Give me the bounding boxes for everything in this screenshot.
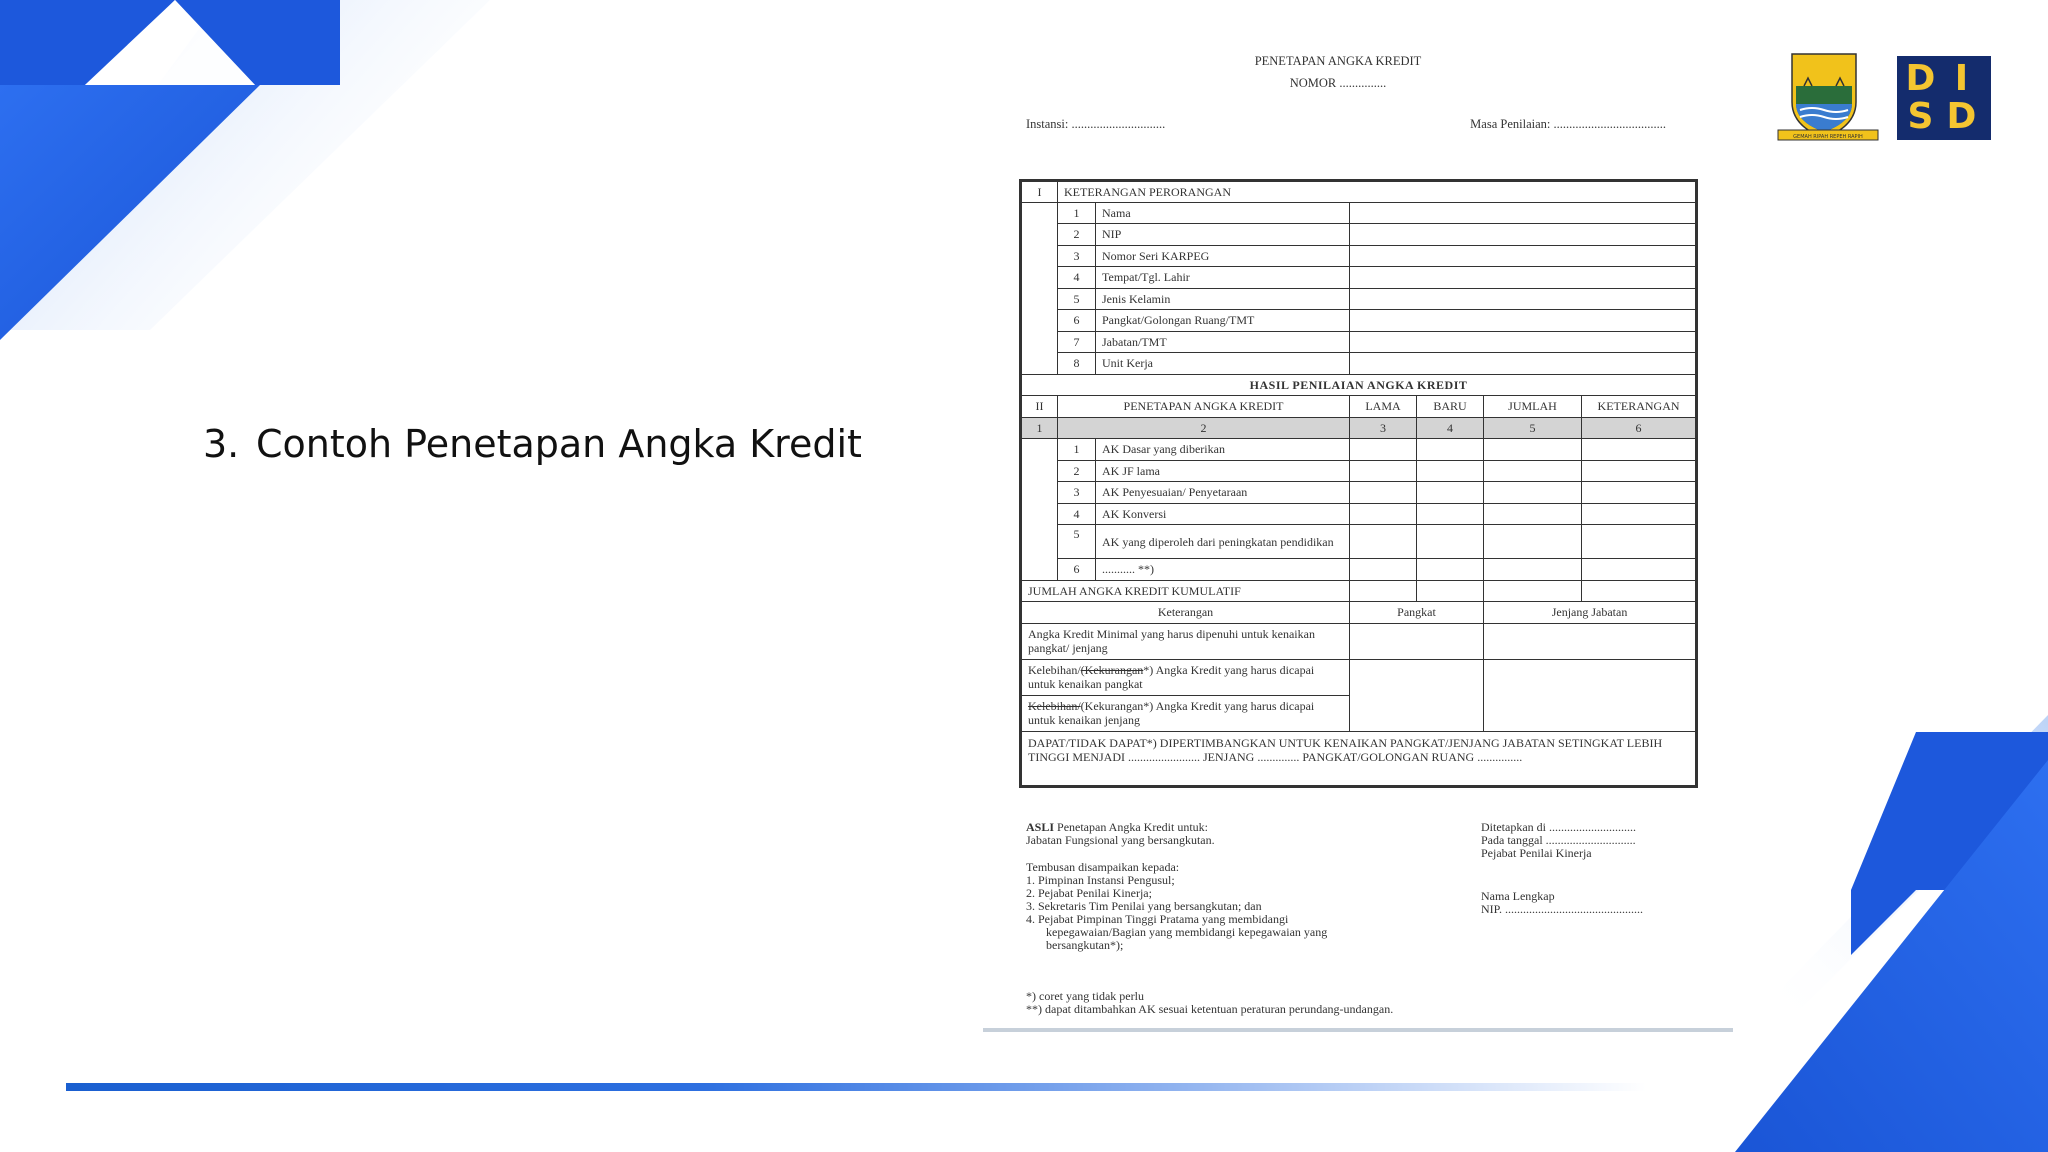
instansi-field: Instansi: .............................. [1026,117,1166,131]
table-row [1021,659,1697,695]
table-cell: 3 [1058,245,1096,267]
column-number-row [1021,417,1697,439]
table-row [1021,623,1697,659]
document-nomor: NOMOR ............... [1289,76,1387,90]
table-cell: ........... **) [1096,559,1350,581]
table-row [1021,460,1697,482]
table-cell [1582,460,1697,482]
dapat-row [1021,731,1697,786]
table-cell: Nomor Seri KARPEG [1096,245,1350,267]
table-cell: Kelebihan/(Kekurangan*) Angka Kredit yang harus dicapai untuk kenaikan pangkat [1021,659,1350,695]
logo-letter: D [1946,96,1983,137]
table-cell: BARU [1417,396,1484,418]
table-cell: 2 [1058,417,1350,439]
table-cell [1350,482,1417,504]
table-cell [1417,460,1484,482]
table-cell: 6 [1058,559,1096,581]
table-cell: DAPAT/TIDAK DAPAT*) DIPERTIMBANGKAN UNTUK KENAIKAN PANGKAT/JENJANG JABATAN SETINGKAT LEBIH TINGGI MENJADI ........................ JENJANG .............. PANGKAT/GOLONGAN RUANG ............... [1021,731,1697,786]
table-row [1021,503,1697,525]
table-row [1021,353,1697,375]
table-cell: 4 [1417,417,1484,439]
document-header-row [1026,117,1666,132]
penetapan-table [1019,179,1698,788]
section2-header [1021,396,1697,418]
table-cell [1021,503,1058,525]
table-cell: JUMLAH [1484,396,1582,418]
table-cell: AK Konversi [1096,503,1350,525]
table-cell [1350,439,1417,461]
table-cell: KETERANGAN PERORANGAN [1058,181,1697,203]
table-cell: JUMLAH ANGKA KREDIT KUMULATIF [1021,580,1350,602]
table-cell [1350,288,1697,310]
table-cell: 2 [1058,224,1096,246]
table-cell [1350,580,1417,602]
table-cell: Angka Kredit Minimal yang harus dipenuhi untuk kenaikan pangkat/ jenjang [1021,623,1350,659]
table-cell: KETERANGAN [1582,396,1697,418]
table-cell [1484,623,1697,659]
table-cell: Nama [1096,202,1350,224]
table-cell [1417,439,1484,461]
table-cell [1021,288,1058,310]
table-cell: LAMA [1350,396,1417,418]
table-cell [1417,559,1484,581]
table-cell [1484,503,1582,525]
table-cell [1484,559,1582,581]
city-crest-icon [1774,52,1882,144]
table-cell: 1 [1058,439,1096,461]
table-cell [1484,460,1582,482]
table-cell [1021,245,1058,267]
hasil-title: HASIL PENILAIAN ANGKA KREDIT [1021,374,1697,396]
table-cell: AK JF lama [1096,460,1350,482]
document-title: PENETAPAN ANGKA KREDIT [1254,54,1422,68]
table-cell: Pangkat/Golongan Ruang/TMT [1096,310,1350,332]
point-number: 3. [203,422,240,466]
table-cell [1484,525,1582,559]
table-cell: AK Dasar yang diberikan [1096,439,1350,461]
table-cell: Unit Kerja [1096,353,1350,375]
table-cell [1350,525,1417,559]
table-cell [1350,331,1697,353]
table-cell: Jabatan/TMT [1096,331,1350,353]
logo-letter: S [1907,96,1940,137]
table-cell [1484,580,1582,602]
table-cell [1582,503,1697,525]
table-cell [1021,460,1058,482]
table-cell [1021,267,1058,289]
table-cell [1350,224,1697,246]
table-cell [1350,623,1484,659]
table-cell [1021,310,1058,332]
table-cell: 5 [1058,288,1096,310]
table-cell: 5 [1058,525,1096,559]
table-cell [1350,202,1697,224]
table-cell: I [1021,181,1058,203]
table-cell: 8 [1058,353,1096,375]
table-row [1021,202,1697,224]
disdik-logo [1897,56,1991,140]
svg-text:GEMAH RIPAH REPEH RAPIH: GEMAH RIPAH REPEH RAPIH [1793,134,1863,140]
table-cell: Jenis Kelamin [1096,288,1350,310]
table-row [1021,310,1697,332]
table-row [1021,288,1697,310]
table-cell [1417,482,1484,504]
table-cell: Kelebihan/(Kekurangan*) Angka Kredit yang harus dicapai untuk kenaikan jenjang [1021,695,1350,731]
table-cell [1582,482,1697,504]
logo-letter: I [1954,58,1975,99]
table-cell: Tempat/Tgl. Lahir [1096,267,1350,289]
table-cell: 6 [1058,310,1096,332]
logo-letter: D [1905,58,1942,99]
table-cell: 7 [1058,331,1096,353]
section1-header [1021,181,1697,203]
table-row [1021,245,1697,267]
table-cell [1417,580,1484,602]
table-cell: AK yang diperoleh dari peningkatan pendidikan [1096,525,1350,559]
table-cell [1350,503,1417,525]
masa-penilaian-field: Masa Penilaian: .................................... [1470,117,1666,131]
table-cell [1021,525,1058,559]
table-cell [1021,353,1058,375]
table-cell: 4 [1058,503,1096,525]
table-row [1021,439,1697,461]
table-cell: NIP [1096,224,1350,246]
table-cell: 5 [1484,417,1582,439]
table-cell [1021,439,1058,461]
table-cell [1350,310,1697,332]
table-cell [1021,482,1058,504]
table-cell: AK Penyesuaian/ Penyetaraan [1096,482,1350,504]
table-cell [1350,559,1417,581]
table-cell [1350,267,1697,289]
table-row [1021,559,1697,581]
table-cell [1484,439,1582,461]
table-cell: II [1021,396,1058,418]
table-cell [1484,482,1582,504]
table-cell [1021,331,1058,353]
table-cell [1021,559,1058,581]
table-cell [1417,525,1484,559]
table-row [1021,224,1697,246]
document-footer-right: Ditetapkan di ............................. Pada tanggal .............................. Pejabat Penilai Kinerja Nama Lengkap NIP. .............................................. [1481,820,1644,916]
table-row [1021,525,1697,559]
table-row [1021,267,1697,289]
document-footer-left: ASLI Penetapan Angka Kredit untuk: Jabatan Fungsional yang bersangkutan. Tembusan disampaikan kepada: 1. Pimpinan Instansi Pengusul; 2. Pejabat Penilai Kinerja; 3. Sekretaris Tim Penilai yang bersangkutan; dan 4. Pejabat Pimpinan Tinggi Pratama yang membidangi kepegawaian/Bagian yang membidangi kepegawaian yang bersangkutan*); *) coret yang tidak perlu **) dapat ditambahkan AK sesuai ketentuan peraturan perundang-undangan. [1026,820,1394,1016]
table-cell: 1 [1058,202,1096,224]
table-row [1021,482,1697,504]
table-cell [1582,580,1697,602]
point-text: Contoh Penetapan Angka Kredit [256,422,862,466]
table-cell: 4 [1058,267,1096,289]
table-cell: Jenjang Jabatan [1484,602,1697,624]
table-cell: 3 [1058,482,1096,504]
table-cell [1417,503,1484,525]
table-cell [1582,439,1697,461]
table-cell [1021,202,1058,224]
table-cell: 2 [1058,460,1096,482]
table-cell: 6 [1582,417,1697,439]
table-cell: 1 [1021,417,1058,439]
jumlah-row [1021,580,1697,602]
document-image [983,48,1733,1032]
table-cell [1350,460,1417,482]
table-cell: 3 [1350,417,1417,439]
table-cell [1350,353,1697,375]
table-row [1021,331,1697,353]
table-cell [1350,659,1484,731]
table-cell [1484,659,1697,731]
table-cell: Pangkat [1350,602,1484,624]
table-cell [1350,245,1697,267]
table-cell: PENETAPAN ANGKA KREDIT [1058,396,1350,418]
bottom-accent-line [66,1083,1646,1091]
slide-point [203,422,862,466]
table-cell [1582,559,1697,581]
table-cell [1582,525,1697,559]
table-cell [1021,224,1058,246]
table-cell: Keterangan [1021,602,1350,624]
hasil-title-row [1021,374,1697,396]
keterangan-header [1021,602,1697,624]
